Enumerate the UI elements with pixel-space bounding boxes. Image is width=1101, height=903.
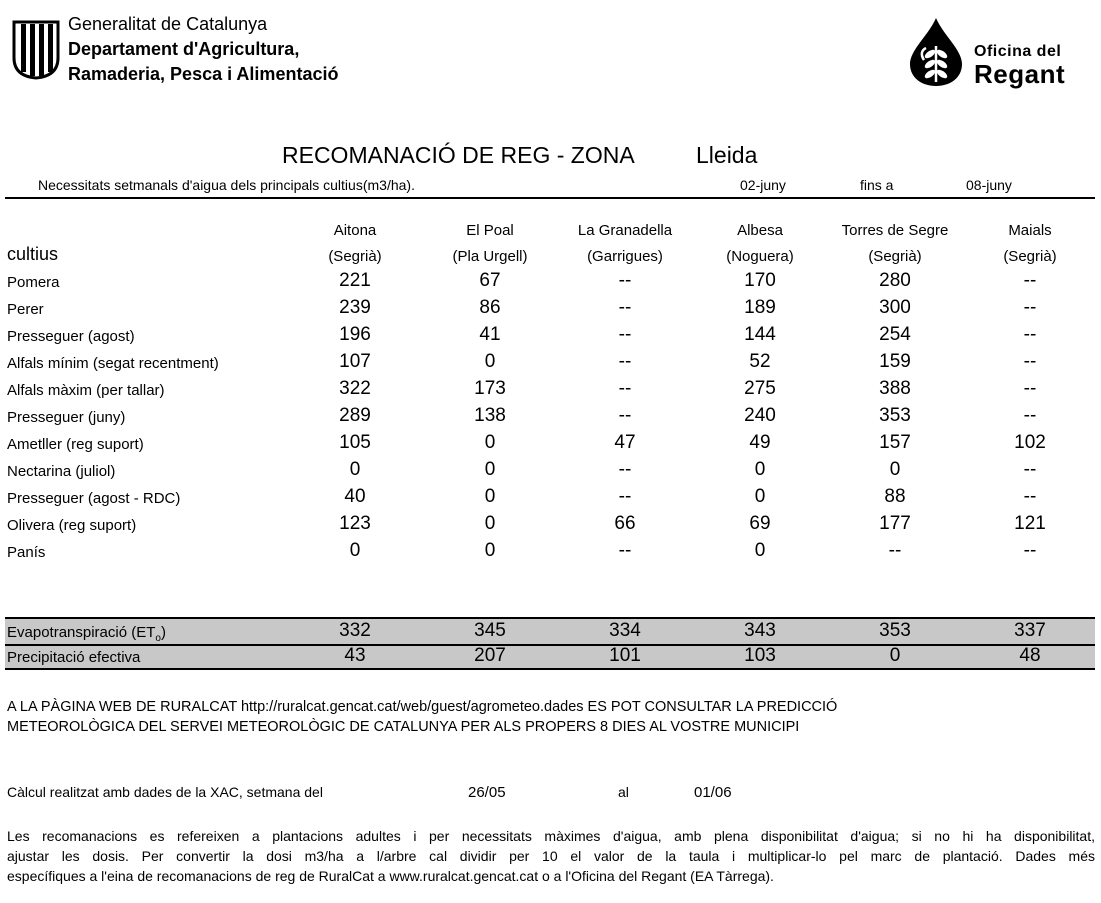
table-cell: 0 (349, 540, 361, 561)
table-cell: 353 (879, 620, 911, 641)
divider-precip-bottom (5, 668, 1095, 670)
calc-word: al (618, 784, 629, 800)
notice-line-1: A LA PÀGINA WEB DE RURALCAT http://ruralcat.gencat.cat/web/guest/agrometeo.dades ES POT CONSULTAR LA PREDICCIÓ (7, 699, 838, 715)
table-cell: 69 (749, 513, 771, 534)
crop-label: Ametller (reg suport) (7, 436, 144, 453)
table-cell: 48 (1019, 645, 1041, 666)
footer-line-3: específiques a l'eina de recomanacions de reg de RuralCat a www.ruralcat.gencat.cat o a l'Oficina del Regant (EA Tàrrega). (7, 868, 774, 884)
table-cell: 47 (614, 432, 636, 453)
station-region: (Segrià) (328, 248, 382, 265)
organization-name (68, 12, 338, 87)
zone-name: Lleida (696, 142, 758, 168)
brand-name (974, 44, 1065, 87)
table-cell: 157 (879, 432, 911, 453)
crop-label: Presseguer (agost) (7, 328, 135, 345)
notice-line-2: METEOROLÒGICA DEL SERVEI METEOROLÒGIC DE CATALUNYA PER ALS PROPERS 8 DIES AL VOSTRE MUNICIPI (7, 719, 800, 735)
station-name: Torres de Segre (841, 222, 949, 239)
table-cell: 239 (339, 297, 371, 318)
crop-label: Presseguer (juny) (7, 409, 126, 426)
table-cell: -- (618, 540, 632, 561)
table-cell: 0 (484, 486, 496, 507)
table-cell: 343 (744, 620, 776, 641)
crop-label: Olivera (reg suport) (7, 517, 137, 534)
et-label: Evapotranspiració $(ET_o)$ (7, 624, 166, 644)
table-cell: -- (618, 486, 632, 507)
table-cell: 0 (484, 513, 496, 534)
station-name: Aitona (333, 222, 377, 239)
ruralcat-notice (7, 697, 837, 737)
table-cell: 0 (484, 432, 496, 453)
table-cell: 196 (339, 324, 371, 345)
table-cell: -- (618, 324, 632, 345)
table-cell: 0 (484, 459, 496, 480)
table-cell: 101 (609, 645, 641, 666)
table-cell: -- (1023, 297, 1037, 318)
table-cell: -- (1023, 378, 1037, 399)
table-cell: -- (1023, 405, 1037, 426)
crop-label: Alfals mínim (segat recentment) (7, 355, 219, 372)
table-cell: 107 (339, 351, 371, 372)
date-from: 02-juny (740, 177, 786, 193)
table-cell: -- (618, 378, 632, 399)
station-name: Albesa (737, 222, 783, 239)
date-to: 08-juny (966, 177, 1012, 193)
station-name: La Granadella (577, 222, 673, 239)
table-cell: 121 (1014, 513, 1046, 534)
station-region: (Noguera) (726, 248, 794, 265)
table-cell: 353 (879, 405, 911, 426)
calc-label: Càlcul realitzat amb dades de la XAC, setmana del (7, 784, 323, 800)
table-cell: 0 (754, 540, 766, 561)
table-cell: 0 (754, 459, 766, 480)
crop-label: Panís (7, 544, 46, 561)
station-region: (Pla Urgell) (452, 248, 528, 265)
table-cell: -- (1023, 486, 1037, 507)
precip-label: Precipitació efectiva (7, 649, 141, 666)
table-cell: 173 (474, 378, 506, 399)
station-name: Maials (1008, 222, 1052, 239)
generalitat-shield-icon (10, 18, 62, 80)
table-cell: 388 (879, 378, 911, 399)
table-cell: -- (618, 351, 632, 372)
table-cell: 102 (1014, 432, 1046, 453)
table-cell: 88 (884, 486, 906, 507)
table-cell: 0 (349, 459, 361, 480)
table-cell: 280 (879, 270, 911, 291)
table-cell: 345 (474, 620, 506, 641)
table-cell: 300 (879, 297, 911, 318)
water-drop-leaf-logo-icon (906, 16, 966, 88)
table-cell: -- (1023, 459, 1037, 480)
table-cell: -- (618, 297, 632, 318)
table-cell: 332 (339, 620, 371, 641)
table-description: Necessitats setmanals d'aigua dels principals cultius(m3/ha). (38, 177, 415, 193)
table-cell: 322 (339, 378, 371, 399)
calc-date-from: 26/05 (468, 784, 506, 801)
table-cell: 159 (879, 351, 911, 372)
table-cell: 40 (344, 486, 366, 507)
table-cell: 67 (479, 270, 501, 291)
table-cell: 49 (749, 432, 771, 453)
table-cell: 177 (879, 513, 911, 534)
table-cell: -- (1023, 270, 1037, 291)
table-cell: 0 (889, 645, 901, 666)
table-cell: 337 (1014, 620, 1046, 641)
crop-label: Pomera (7, 274, 60, 291)
station-region: (Segrià) (1003, 248, 1057, 265)
table-cell: 138 (474, 405, 506, 426)
table-cell: 334 (609, 620, 641, 641)
table-cell: 86 (479, 297, 501, 318)
table-cell: 43 (344, 645, 366, 666)
table-cell: 275 (744, 378, 776, 399)
table-cell: 240 (744, 405, 776, 426)
crop-label: Presseguer (agost - RDC) (7, 490, 181, 507)
range-word: fins a (860, 177, 894, 193)
table-cell: -- (888, 540, 902, 561)
table-cell: 105 (339, 432, 371, 453)
table-cell: 289 (339, 405, 371, 426)
station-region: (Segrià) (868, 248, 922, 265)
calc-date-to: 01/06 (694, 784, 732, 801)
table-cell: 123 (339, 513, 371, 534)
table-cell: 144 (744, 324, 776, 345)
table-cell: -- (618, 405, 632, 426)
table-cell: 0 (484, 540, 496, 561)
table-cell: -- (1023, 324, 1037, 345)
table-cell: 0 (754, 486, 766, 507)
org-line-3: Ramaderia, Pesca i Alimentació (68, 64, 339, 84)
table-cell: 254 (879, 324, 911, 345)
table-cell: -- (618, 459, 632, 480)
table-cell: 0 (484, 351, 496, 372)
page-title: RECOMANACIÓ DE REG - ZONA (282, 142, 635, 168)
divider-top (5, 197, 1095, 199)
crop-label: Alfals màxim (per tallar) (7, 382, 165, 399)
brand-line-2: Regant (974, 59, 1066, 89)
org-line-1: Generalitat de Catalunya (68, 14, 268, 34)
table-cell: -- (618, 270, 632, 291)
footer-notes (7, 826, 1095, 886)
footer-line-1: Les recomanacions es refereixen a plantacions adultes i per necessitats màximes d'aigua, amb plena disponibilitat d'aigua; si no hi ha disponibilitat, (7, 828, 1095, 844)
footer-line-2: ajustar les dosis. Per convertir la dosi m3/ha a l/arbre cal dividir per 10 el valor de la taula i multiplicar-lo pel marc de plantació. Dades més (7, 848, 1095, 864)
brand-line-1: Oficina del (974, 43, 1062, 60)
table-cell: 0 (889, 459, 901, 480)
table-cell: -- (1023, 540, 1037, 561)
crop-column-header: cultius (7, 244, 59, 264)
station-region: (Garrigues) (587, 248, 663, 265)
table-cell: 207 (474, 645, 506, 666)
crop-label: Nectarina (juliol) (7, 463, 116, 480)
crop-label: Perer (7, 301, 44, 318)
table-cell: 66 (614, 513, 636, 534)
table-cell: 170 (744, 270, 776, 291)
table-cell: 52 (749, 351, 771, 372)
table-cell: 189 (744, 297, 776, 318)
table-cell: 221 (339, 270, 371, 291)
station-name: El Poal (466, 222, 514, 239)
org-line-2: Departament d'Agricultura, (68, 39, 300, 59)
table-cell: -- (1023, 351, 1037, 372)
table-cell: 103 (744, 645, 776, 666)
table-cell: 41 (479, 324, 501, 345)
